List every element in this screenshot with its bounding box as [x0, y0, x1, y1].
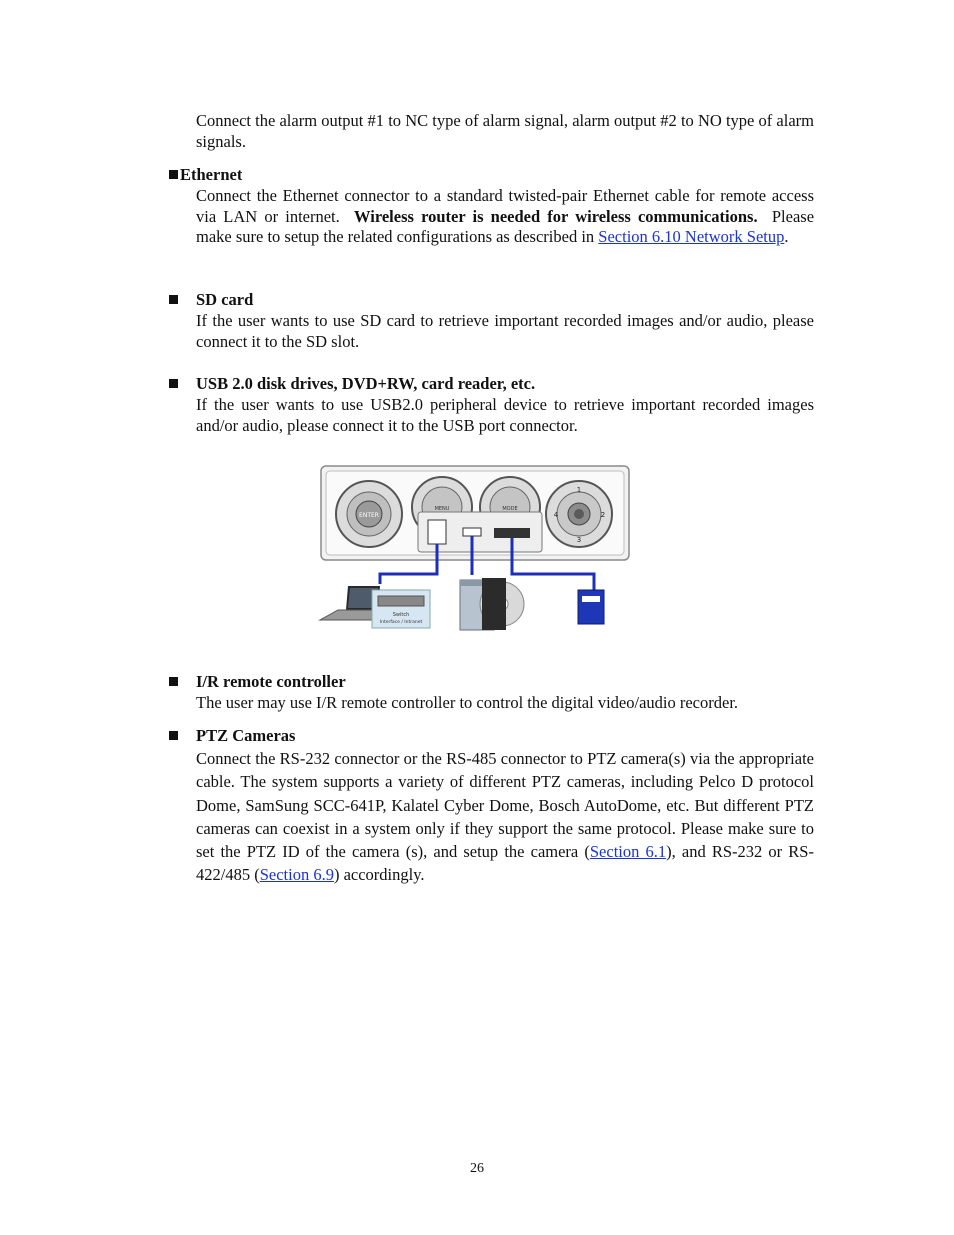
section-6-1-link[interactable]: Section 6.1 [589, 842, 667, 862]
sd-heading: SD card [196, 290, 254, 309]
ptz-heading: PTZ Cameras [196, 726, 296, 745]
switch-icon [372, 590, 430, 628]
page-number: 26 [470, 1161, 484, 1176]
ethernet-port [428, 520, 446, 544]
ethernet-end: . [784, 227, 789, 246]
svg-text:2: 2 [600, 511, 606, 519]
ethernet-paragraph [196, 186, 814, 248]
svg-text:MODE: MODE [502, 506, 518, 512]
svg-text:Interface / Intranet: Interface / Intranet [379, 620, 423, 625]
usb-port [463, 528, 481, 536]
ir-paragraph: The user may use I/R remote controller to control the digital video/audio recorder. [196, 693, 739, 712]
usb-paragraph: If the user wants to use USB2.0 peripheral device to retrieve important recorded images and/or audio, please connect it to the USB port connector. [196, 395, 814, 435]
ptz-text-a: Connect the RS-232 connector or the RS-485 connector to PTZ camera(s) via the appropriate cable. The system supports a variety of different PTZ cameras, including Pelco D protocol Dome, SamSung SCC-641P, Kalatel Cyber Dome, Bosch AutoDome, etc. But different PTZ cameras can coexist in a system only if they support the same protocol. Please make sure to set the PTZ ID of the camera (s), and setup the camera ( [196, 749, 814, 862]
svg-text:ENTER: ENTER [359, 512, 379, 519]
ethernet-bold-note: Wireless router is needed for wireless communications. [354, 206, 758, 226]
ptz-paragraph [196, 747, 814, 887]
ir-heading: I/R remote controller [196, 672, 346, 691]
connection-diagram [316, 462, 632, 636]
bullet-square-icon [169, 295, 178, 304]
bullet-square-icon [169, 677, 178, 686]
ethernet-text-a: Connect the Ethernet connector to a standard twisted-pair Ethernet cable for remote access via LAN or internet. [196, 186, 814, 226]
intro-paragraph: Connect the alarm output #1 to NC type of alarm signal, alarm output #2 to NO type of alarm signals. [196, 111, 814, 151]
sd-paragraph: If the user wants to use SD card to retrieve important recorded images and/or audio, please connect it to the SD slot. [196, 311, 814, 351]
enter-knob [336, 481, 402, 547]
usb-heading: USB 2.0 disk drives, DVD+RW, card reader, etc. [196, 374, 536, 393]
svg-text:1: 1 [576, 486, 582, 494]
bullet-square-icon [169, 170, 178, 179]
network-setup-link[interactable]: Section 6.10 Network Setup [598, 227, 785, 246]
section-6-9-link[interactable]: Section 6.9 [259, 865, 334, 885]
svg-text:Switch: Switch [392, 612, 410, 618]
svg-text:4: 4 [553, 511, 559, 519]
svg-text:MENU: MENU [434, 506, 450, 512]
ptz-text-c: ) accordingly. [333, 865, 425, 885]
direction-knob [546, 481, 612, 547]
ptz-text-b: ), and RS-232 or RS-422/485 ( [196, 842, 814, 885]
bullet-square-icon [169, 379, 178, 388]
sd-slot [494, 528, 530, 538]
dvd-disc-icon [480, 578, 524, 630]
bullet-square-icon [169, 731, 178, 740]
ethernet-heading: Ethernet [180, 165, 243, 184]
ethernet-text-b: Please make sure to setup the related configurations as described in [196, 206, 815, 246]
svg-text:3: 3 [576, 536, 582, 544]
sd-card-icon [578, 590, 604, 624]
